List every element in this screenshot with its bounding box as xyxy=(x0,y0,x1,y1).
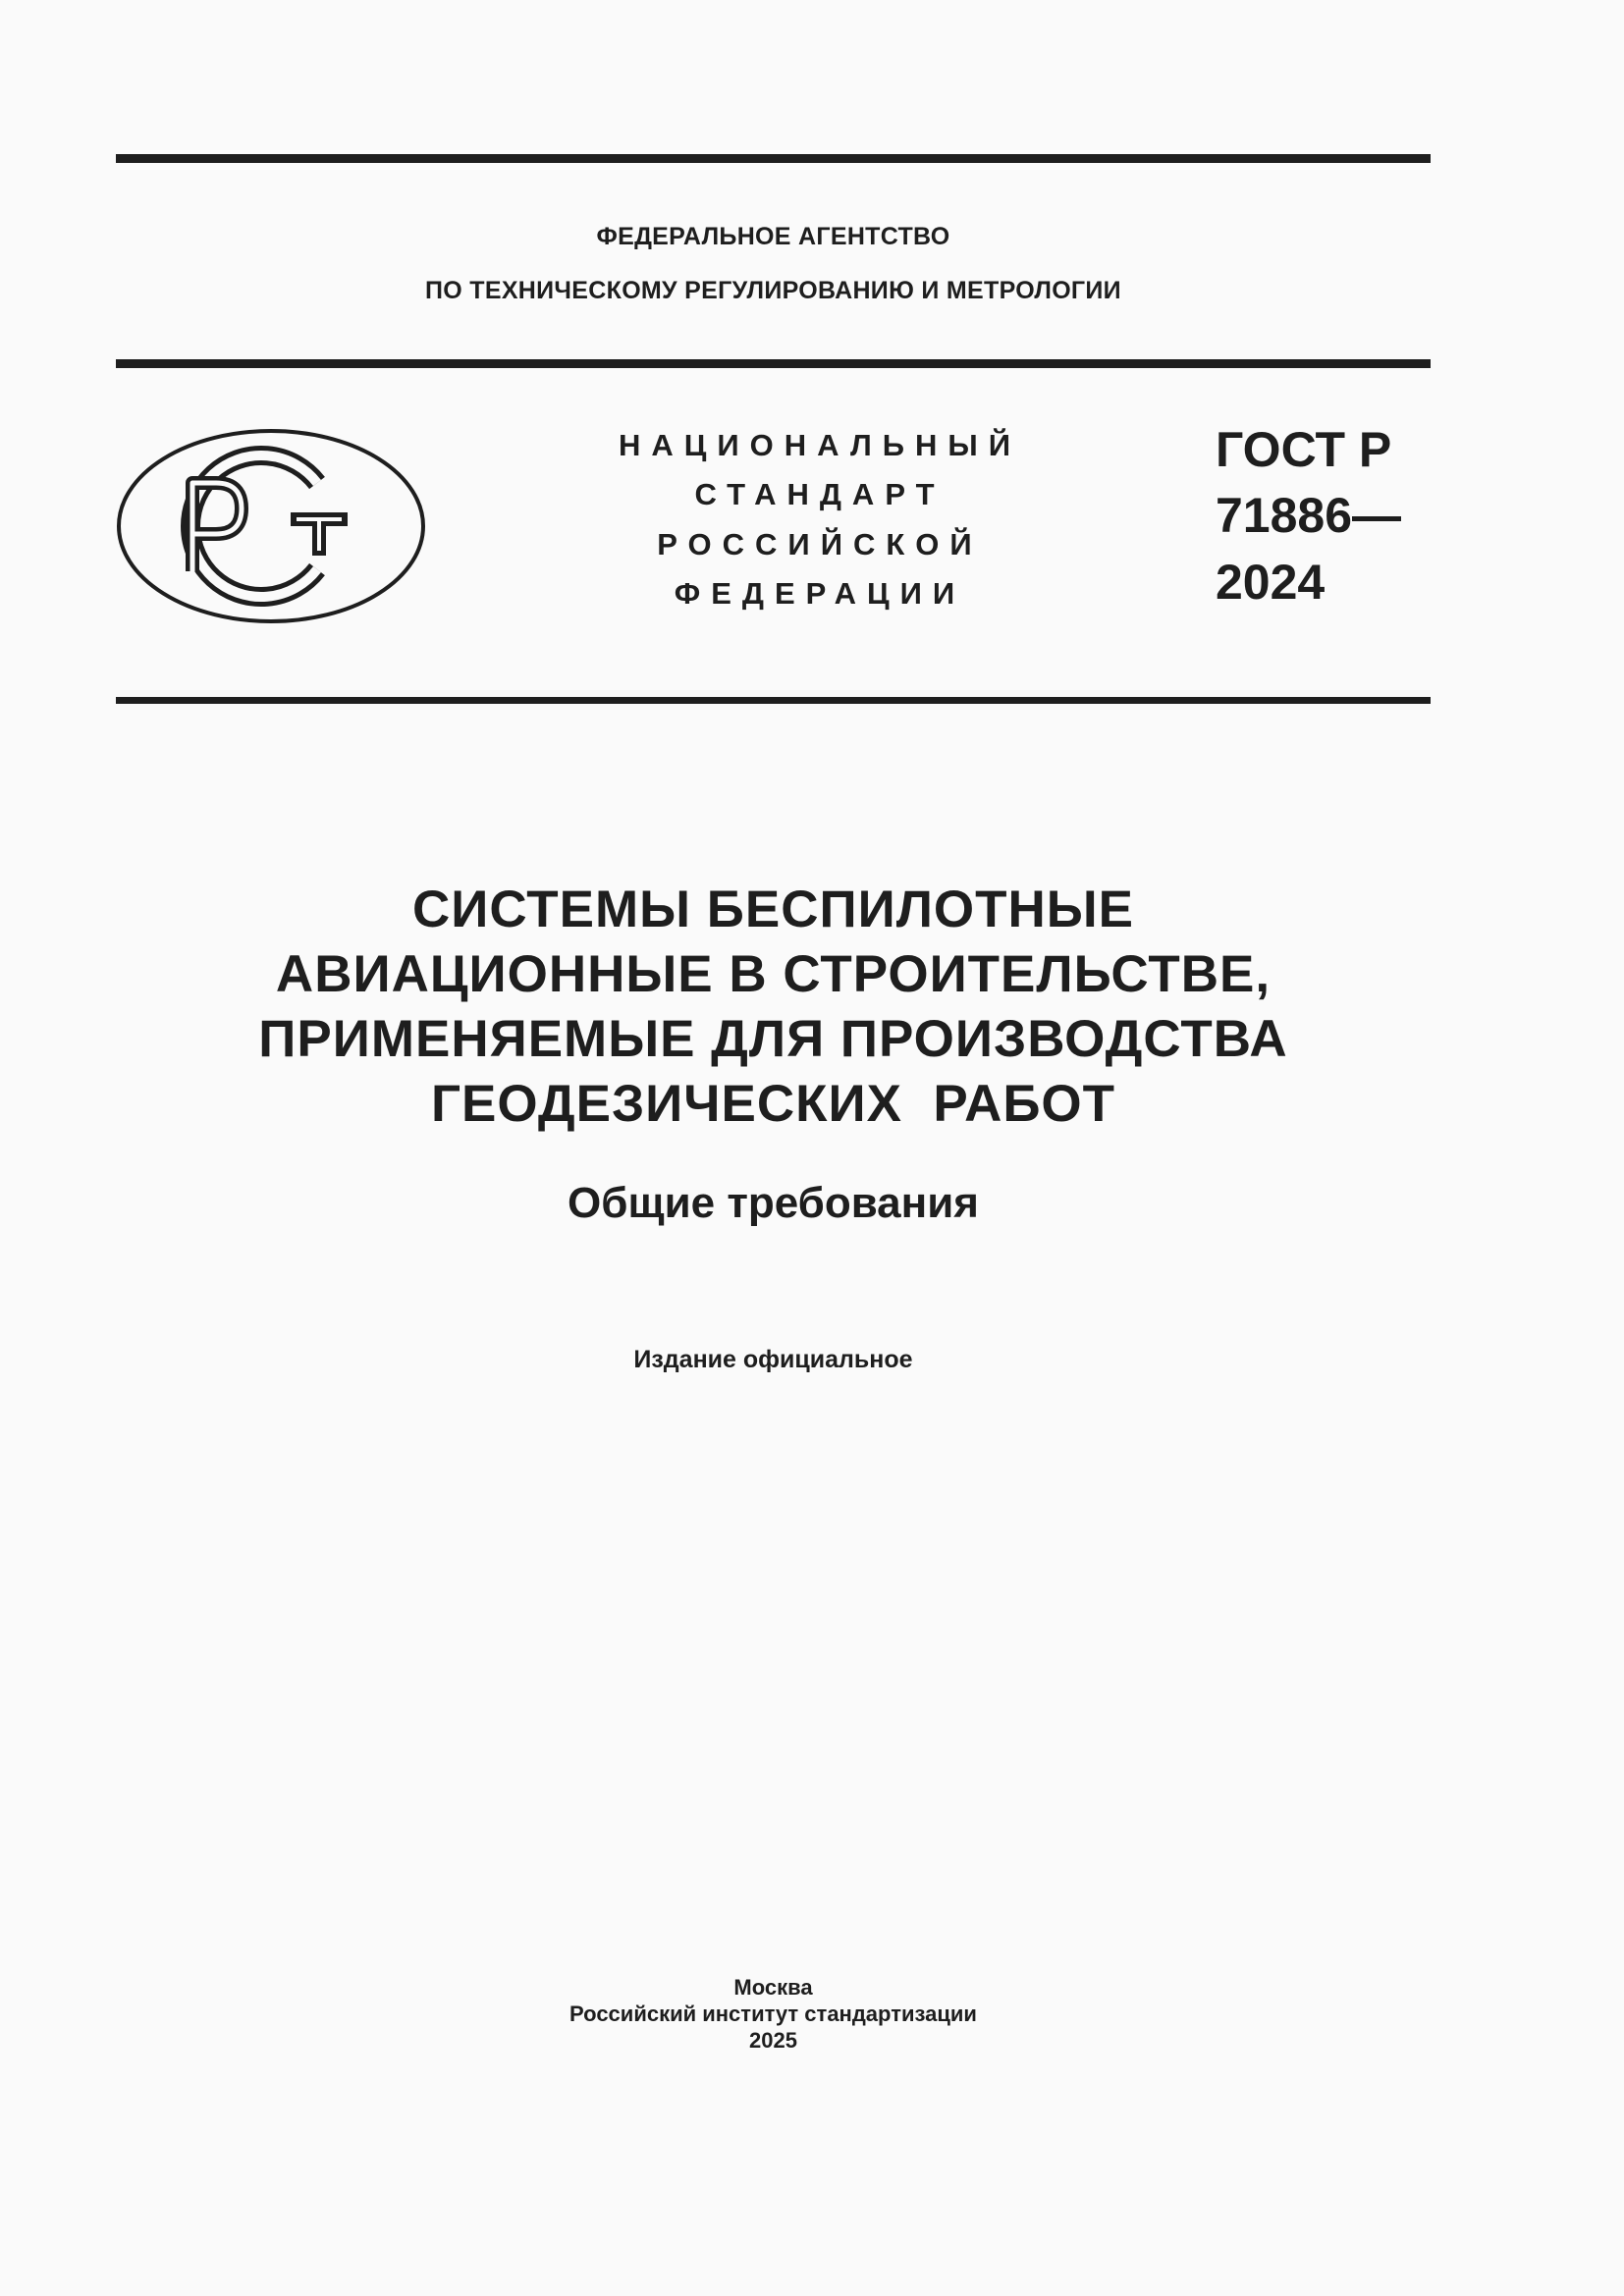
gost-designation-line-1: ГОСТ Р xyxy=(1216,422,1392,477)
document-title-line-3: ПРИМЕНЯЕМЫЕ ДЛЯ ПРОИЗВОДСТВА xyxy=(258,1010,1288,1068)
gost-designation-line-2: 71886— xyxy=(1216,488,1402,543)
standard-type-line-4: ФЕДЕРАЦИИ xyxy=(674,576,966,611)
document-title-line-4: ГЕОДЕЗИЧЕСКИХ РАБОТ xyxy=(430,1075,1116,1133)
header-divider xyxy=(116,359,1431,368)
imprint-publisher: Российский институт стандартизации xyxy=(569,2002,977,2026)
edition-note: Издание официальное xyxy=(633,1346,913,1373)
gost-designation-line-3: 2024 xyxy=(1216,555,1326,610)
imprint-year: 2025 xyxy=(749,2028,797,2053)
standard-type-line-1: НАЦИОНАЛЬНЫЙ xyxy=(618,428,1022,462)
document-title-line-2: АВИАЦИОННЫЕ В СТРОИТЕЛЬСТВЕ, xyxy=(275,945,1272,1003)
agency-name-line-1: ФЕДЕРАЛЬНОЕ АГЕНТСТВО xyxy=(596,223,950,250)
document-title-line-1: СИСТЕМЫ БЕСПИЛОТНЫЕ xyxy=(411,881,1135,938)
standard-type-line-2: СТАНДАРТ xyxy=(694,477,946,511)
standard-type-line-3: РОССИЙСКОЙ xyxy=(657,527,983,561)
rst-certification-mark-icon xyxy=(116,428,426,624)
imprint-city: Москва xyxy=(733,1975,813,2000)
title-block-divider xyxy=(116,697,1431,704)
top-rule xyxy=(116,154,1431,163)
document-subtitle: Общие требования xyxy=(568,1179,979,1227)
agency-name-line-2: ПО ТЕХНИЧЕСКОМУ РЕГУЛИРОВАНИЮ И МЕТРОЛОГИИ xyxy=(425,277,1121,304)
